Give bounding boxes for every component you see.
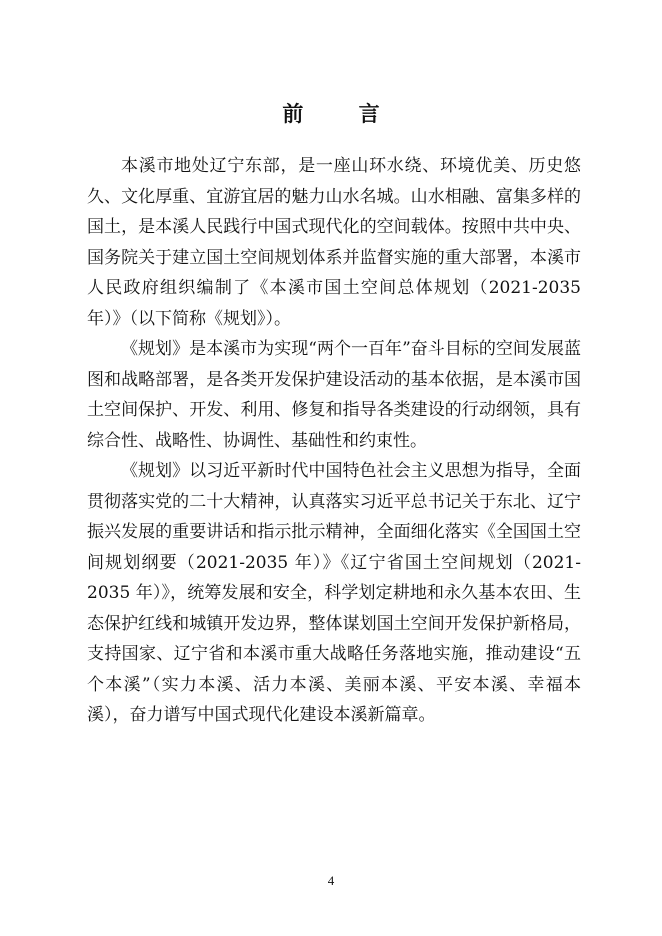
paragraph-intro: 本溪市地处辽宁东部，是一座山环水绕、环境优美、历史悠久、文化厚重、宜游宜居的魅力山水名城。山水相融、富集多样的国土，是本溪人民践行中国式现代化的空间载体。按照中共中央、国务院关于建立国土空间规划体系并监督实施的重大部署，本溪市人民政府组织编制了《本溪市国土空间总体规划（2021-2035 年）》（以下简称《规划》）。 xyxy=(87,156,581,329)
page-number: 4 xyxy=(327,873,335,888)
paragraph-guidance: 《规划》以习近平新时代中国特色社会主义思想为指导，全面贯彻落实党的二十大精神，认真落实习近平总书记关于东北、辽宁振兴发展的重要讲话和指示批示精神，全面细化落实《全国国土空间规划纲要（2021-2035 年）》《辽宁省国土空间规划（2021-2035 年）》，统筹发展和安全，科学划定耕地和永久基本农田、生态保护红线和城镇开发边界，整体谋划国土空间开发保护新格局，支持国家、辽宁省和本溪市重大战略任务落地实施，推动建设“五个本溪”（实力本溪、活力本溪、美丽本溪、平安本溪、幸福本溪），奋力谱写中国式现代化建设本溪新篇章。 xyxy=(87,461,581,725)
paragraph-purpose: 《规划》是本溪市为实现“两个一百年”奋斗目标的空间发展蓝图和战略部署，是各类开发保护建设活动的基本依据，是本溪市国土空间保护、开发、利用、修复和指导各类建设的行动纲领，具有综合性、战略性、协调性、基础性和约束性。 xyxy=(87,339,581,451)
document-body xyxy=(87,151,581,731)
page-title: 前 言 xyxy=(282,101,404,126)
